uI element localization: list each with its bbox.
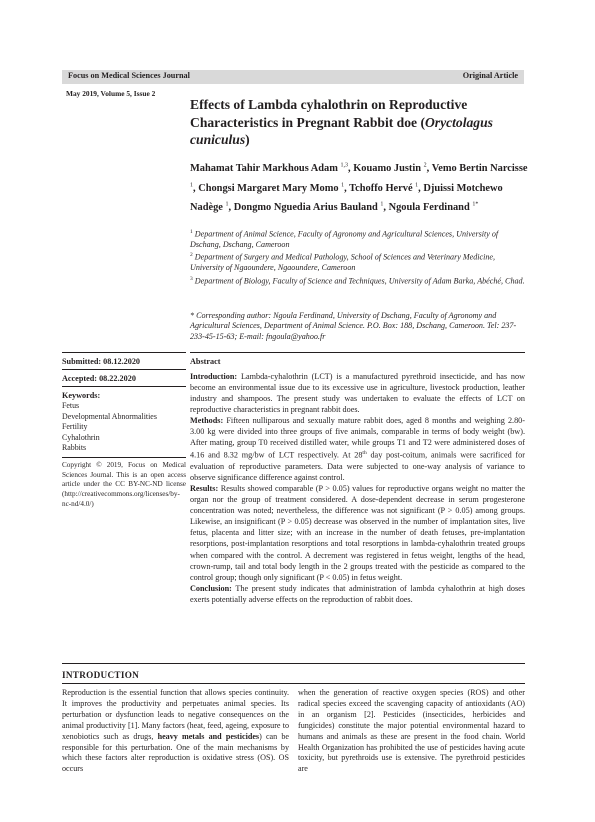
affiliation: $^2$ Department of Surgery and Medical Pathology, School of Sciences and Veterinary Medicine, University of Ngaoundere, Ngaoundere, Cameroon [190, 252, 495, 273]
copyright-notice: Copyright © 2019, Focus on Medical Sciences Journal. This is an open access article under the CC BY-NC-ND license (http://creativecommons.org/licenses/by-nc-nd/4.0/) [62, 457, 186, 510]
abstract-results: Results: Results showed comparable (P > 0.05) values for reproductive organs weight no matter the organ nor the group of treatment considered. A dose-dependent decrease in serum progesterone concentration was noted; nevertheless, the difference was not significant (P > 0.05) among groups. Likewise, an insignificant (P > 0.05) decrease was observed in the number of implantation sites, live fetus, placenta and litter size; with an increase in the number of death fetuses, pre-implantation resorptions, post-implantation resorptions and total resorptions in lambda-cyhalothrin treated groups when compared with the control. A decrement was registered in fetus weight, lengths of the head, crown-rump, tail and total body length in the 2 groups treated with the pesticide as compared to the control group; though only significant (P < 0.05) in fetus weight. [190, 484, 525, 582]
abstract-heading: Abstract [190, 352, 525, 367]
keyword: Rabbits [62, 443, 87, 453]
title-close: ) [245, 132, 250, 147]
affiliations [190, 227, 525, 287]
article-sidebar [62, 352, 186, 509]
article-type: Original Article [462, 71, 518, 80]
accepted-date: Accepted: 08.22.2020 [62, 369, 186, 386]
issue-info: May 2019, Volume 5, Issue 2 [66, 89, 156, 98]
author: Dongmo Nguedia Arius Bauland $^1$, [233, 201, 389, 214]
keyword: Fetus [62, 401, 80, 410]
title-species: Oryctolagus cuniculus [190, 114, 493, 147]
section-divider [62, 663, 525, 664]
abstract-methods: Methods: Fifteen nulliparous and sexually mature rabbit does, aged 8 months and weighing 2.80-3.00 kg were divided into three groups of five animals, comparable in terms of body weight (bw). After mating, group T0 received distilled water, while groups T1 and T2 were administered doses of 4.16 and 8.32 mg/bw of LCT respectively. At 28th day post-coitum, animals were sacrificed for evaluation of reproductive parameters. Data were subjected to one-way analysis of variance to observe significance difference against control. [190, 416, 525, 483]
author-list [190, 158, 530, 216]
author: Kouamo Justin $^2$, [353, 163, 432, 175]
title-main: Effects of Lambda cyhalothrin on Reproductive Characteristics in Pregnant Rabbit doe ( [190, 97, 468, 130]
keyword: Cyhalothrin [62, 432, 100, 442]
submitted-date: Submitted: 08.12.2020 [62, 352, 186, 369]
author: Ngoula Ferdinand $^{1*}$ [388, 201, 479, 214]
keyword: Fertility [62, 422, 88, 432]
author: Djuissi Motchewo Nadège $^1$, [190, 182, 503, 214]
body-column-left: Reproduction is the essential function that allows species continuity. It improves the productivity and perpetuates animal species. Its perturbation or dysfunction leads to negative consequences on the animal productivity [1]. Many factors (heat, feed, ageing, exposure to xenobiotics such as drugs, heavy metals and pesticides) can be responsible for this perturbation. One of the main mechanisms by which these factors alter reproduction is oxidative stress (OS). OS occurs [62, 688, 289, 774]
author: Vemo Bertin Narcisse $^1$, [190, 163, 528, 194]
author: Tchoffo Hervé $^1$, [349, 182, 424, 194]
journal-name: Focus on Medical Sciences Journal [68, 71, 190, 80]
corresponding-author: * Corresponding author: Ngoula Ferdinand, University of Dschang, Faculty of Agronomy and Agricultural Sciences, Department of Animal Science. P.O. Box: 188, Dschang, Cameroon. Tel: 237-233-45-15-63; E-mail: fngoula@yahoo.fr [190, 311, 517, 341]
section-divider [62, 683, 525, 684]
article-title [190, 96, 528, 149]
affiliation: $^3$ Department of Biology, Faculty of Science and Techniques, University of Adam Barka, Abéché, Chad. [190, 275, 525, 286]
body-column-right: when the generation of reactive oxygen species (ROS) and other radical species exceed the scavenging capacity of antioxidants (AO) in an organism [2]. Pesticides (insecticides, herbicides and fungicides) constitute the major potential environmental hazard to humans and animals as these are present in the food chain. World Health Organization has prohibited the use of pesticides having acute toxicity, but pyrethroids use is extensive. The pyrethroid pesticides are [298, 688, 525, 774]
keywords-heading: Keywords: [62, 386, 186, 401]
introduction-heading: INTRODUCTION [62, 670, 140, 680]
keyword: Developmental Abnormalities [62, 411, 157, 421]
abstract [190, 352, 525, 605]
abstract-introduction: Introduction: Lambda-cyhalothrin (LCT) is a manufactured pyrethroid insecticide, and has now become an environmental issue due to its excessive use in agriculture, livestock production, leather industry and shampoos. The present study was undertaken to evaluate the effects of LCT on reproductive characteristics in pregnant rabbit does. [190, 372, 525, 415]
journal-header-bar [62, 70, 524, 84]
affiliation: $^1$ Department of Animal Science, Faculty of Agronomy and Agricultural Sciences, University of Dschang, Dschang, Cameroon [190, 229, 499, 249]
author: Chongsi Margaret Mary Momo $^1$, [198, 182, 350, 194]
author: Mahamat Tahir Markhous Adam $^{1,3}$, [190, 163, 354, 175]
abstract-conclusion: Conclusion: The present study indicates that administration of lambda cyhalothrin at high doses exerts potentially adverse effects on the reproduction of rabbit does. [190, 583, 525, 604]
